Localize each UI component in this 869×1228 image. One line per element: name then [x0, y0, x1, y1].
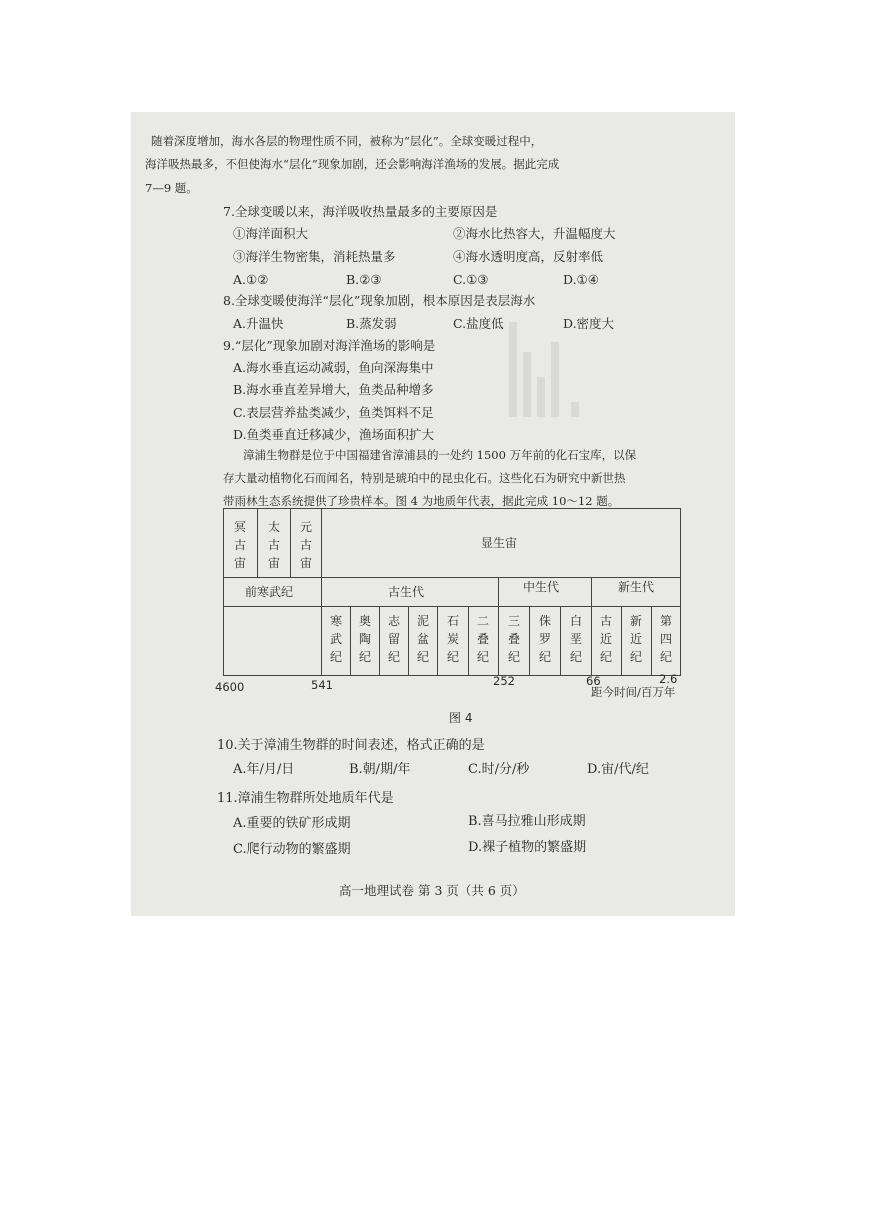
- q8-option-c: C.盐度低: [453, 316, 504, 331]
- period-neogene: 新近纪: [629, 614, 642, 664]
- tick-66: 66: [586, 674, 601, 688]
- q10-option-c: C.时/分/秒: [468, 762, 530, 777]
- tick-252: 252: [493, 674, 515, 688]
- era-mesozoic-label: 中生代: [523, 580, 560, 594]
- q7-option-a: A.①②: [233, 272, 269, 287]
- intro-10-12-line3: 带雨林生态系统提供了珍贵样本。图 4 为地质年代表，据此完成 10～12 题。: [223, 494, 620, 508]
- period-ordovician: 奥陶纪: [358, 614, 371, 664]
- intro-7-9-line2: 海洋吸热最多，不但使海水“层化”现象加剧，还会影响海洋渔场的发展。据此完成: [145, 157, 560, 171]
- eon-phanerozoic-label: 显生宙: [481, 536, 518, 550]
- q11-stem: 11.漳浦生物群所处地质年代是: [217, 791, 394, 806]
- precambrian-label: 前寒武纪: [245, 585, 294, 599]
- q8-option-a: A.升温快: [233, 316, 284, 331]
- eon-hadean-label: 冥古宙: [233, 520, 246, 570]
- period-cretaceous: 白垩纪: [569, 614, 582, 664]
- period-quaternary: 第四纪: [659, 614, 672, 664]
- q10-stem: 10.关于漳浦生物群的时间表述，格式正确的是: [217, 738, 485, 753]
- photographed-page: [131, 112, 735, 916]
- q8-option-b: B.蒸发弱: [346, 316, 397, 331]
- period-cambrian: 寒武纪: [329, 614, 342, 664]
- bleed-through-bars: [509, 322, 517, 417]
- geologic-time-table: [223, 508, 681, 680]
- time-axis-unit: 距今时间/百万年: [591, 685, 676, 699]
- q10-option-d: D.宙/代/纪: [587, 762, 649, 777]
- page-footer: 高一地理试卷 第 3 页（共 6 页）: [339, 883, 525, 898]
- figure-caption: 图 4: [449, 711, 473, 725]
- q7-statement-4: ④海水透明度高，反射率低: [453, 249, 604, 264]
- q11-option-b: B.喜马拉雅山形成期: [468, 814, 586, 829]
- eon-archean-label: 太古宙: [267, 520, 280, 570]
- q9-option-b: B.海水垂直差异增大，鱼类品种增多: [233, 382, 434, 397]
- q9-option-d: D.鱼类垂直迁移减少，渔场面积扩大: [233, 427, 435, 442]
- q11-option-a: A.重要的铁矿形成期: [233, 816, 351, 831]
- q8-stem: 8.全球变暖使海洋“层化”现象加剧，根本原因是表层海水: [223, 293, 536, 308]
- eon-proterozoic-label: 元古宙: [299, 520, 312, 570]
- period-permian: 二叠纪: [476, 614, 489, 664]
- period-triassic: 三叠纪: [507, 614, 520, 664]
- intro-7-9-line1: 随着深度增加，海水各层的物理性质不同，被称为“层化”。全球变暖过程中，: [151, 134, 543, 148]
- q7-statement-3: ③海洋生物密集，消耗热量多: [233, 249, 396, 264]
- period-silurian: 志留纪: [387, 614, 400, 664]
- q11-option-d: D.裸子植物的繁盛期: [468, 840, 587, 855]
- tick-2-6: 2.6: [659, 672, 678, 686]
- q8-option-d: D.密度大: [563, 316, 615, 331]
- q10-option-a: A.年/月/日: [233, 762, 295, 777]
- q9-stem: 9.“层化”现象加剧对海洋渔场的影响是: [223, 338, 436, 353]
- q7-option-c: C.①③: [453, 272, 489, 287]
- period-carboniferous: 石炭纪: [446, 614, 459, 664]
- q7-stem: 7.全球变暖以来，海洋吸收热量最多的主要原因是: [223, 204, 498, 219]
- q7-statement-1: ①海洋面积大: [233, 226, 309, 241]
- q11-option-c: C.爬行动物的繁盛期: [233, 842, 351, 857]
- period-jurassic: 侏罗纪: [538, 614, 551, 664]
- era-cenozoic-label: 新生代: [618, 580, 655, 594]
- period-devonian: 泥盆纪: [416, 614, 429, 664]
- q7-option-b: B.②③: [346, 272, 382, 287]
- tick-4600: 4600: [215, 680, 245, 694]
- intro-7-9-line3: 7—9 题。: [145, 181, 198, 195]
- intro-10-12-line2: 存大量动植物化石而闻名，特别是琥珀中的昆虫化石。这些化石为研究中新世热: [223, 471, 626, 485]
- era-paleozoic-label: 古生代: [388, 585, 425, 599]
- q9-option-c: C.表层营养盐类减少，鱼类饵料不足: [233, 405, 434, 420]
- q7-option-d: D.①④: [563, 272, 599, 287]
- period-paleogene: 古近纪: [599, 614, 612, 664]
- q9-option-a: A.海水垂直运动减弱，鱼向深海集中: [233, 360, 434, 375]
- q10-option-b: B.朝/期/年: [349, 762, 411, 777]
- q7-statement-2: ②海水比热容大，升温幅度大: [453, 226, 616, 241]
- intro-10-12-line1: 漳浦生物群是位于中国福建省漳浦县的一处约 1500 万年前的化石宝库，以保: [243, 448, 637, 462]
- tick-541: 541: [311, 678, 333, 692]
